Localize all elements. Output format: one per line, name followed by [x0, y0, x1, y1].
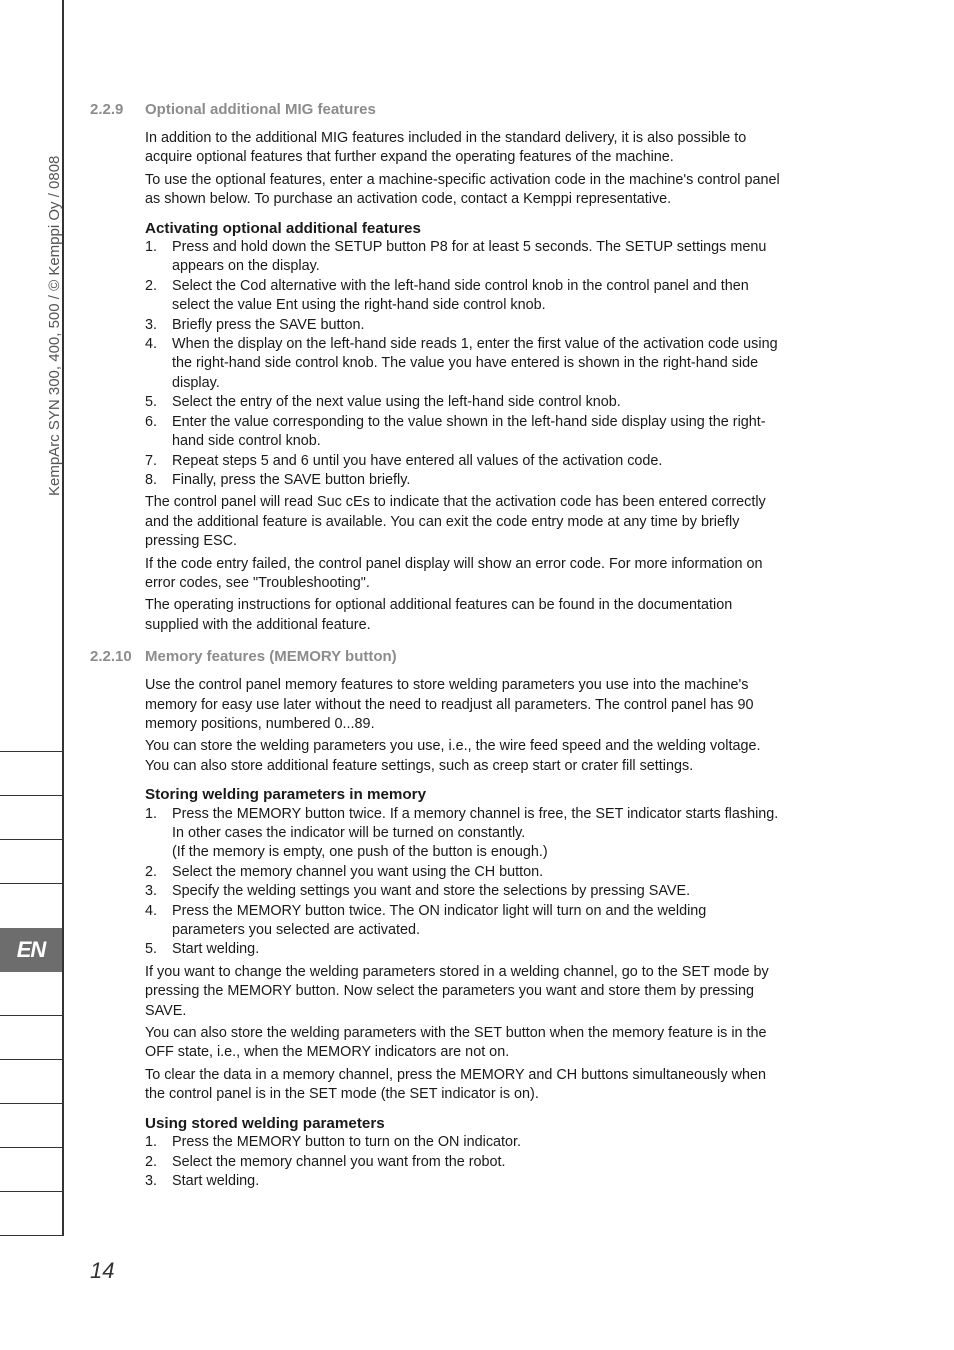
- section-heading-2-2-10: [90, 647, 780, 667]
- section-title: Memory features (MEMORY button): [145, 648, 397, 666]
- list-item: 2. Select the memory channel you want using the CH button.: [145, 863, 544, 880]
- tab-divider: [0, 1147, 63, 1148]
- paragraph: In addition to the additional MIG features included in the standard delivery, it is also possible to acquire optional features that further expand the operating features of the machine.: [145, 130, 747, 166]
- paragraph: To clear the data in a memory channel, press the MEMORY and CH buttons simultaneously when the control panel is in the SET mode (the SET indicator is on).: [145, 1066, 766, 1103]
- list-item: 8. Finally, press the SAVE button briefly.: [145, 471, 411, 488]
- paragraph: You can store the welding parameters you use, i.e., the wire feed speed and the welding voltage. You can also store additional feature settings, such as creep start or crater fill settings.: [145, 738, 761, 774]
- activation-steps: [145, 238, 780, 490]
- paragraph: Use the control panel memory features to store welding parameters you use into the machine's memory for easy use later without the need to readjust all parameters. The control panel has 90 memory positions, numbered 0...89.: [145, 677, 754, 732]
- paragraph: To use the optional features, enter a machine-specific activation code in the machine's control panel as shown below. To purchase an activation code, contact a Kemppi representative.: [145, 171, 780, 208]
- tab-divider: [0, 1103, 63, 1104]
- list-item: 3. Start welding.: [145, 1172, 260, 1189]
- subheading-activating: Activating optional additional features: [145, 219, 421, 237]
- using-steps: [145, 1133, 780, 1191]
- page-number: 14: [90, 1258, 115, 1283]
- section-number: 2.2.9: [90, 101, 124, 118]
- list-item: 5. Start welding.: [145, 941, 260, 958]
- list-item: 4. Press the MEMORY button twice. The ON indicator light will turn on and the welding parameters you selected are activated.: [145, 902, 707, 939]
- list-item: 2. Select the memory channel you want from the robot.: [145, 1153, 506, 1170]
- document-title-vertical: KempArc SYN 300, 400, 500 / © Kemppi Oy / 0808: [46, 155, 63, 496]
- tab-divider: [0, 1059, 63, 1060]
- paragraph: The operating instructions for optional additional features can be found in the documentation supplied with the additional feature.: [145, 597, 733, 633]
- list-item: 3. Briefly press the SAVE button.: [145, 316, 365, 333]
- paragraph: The control panel will read Suc cEs to indicate that the activation code has been entered correctly and the additional feature is available. You can exit the code entry mode at any time by briefly pressing ESC.: [145, 494, 766, 550]
- paragraph: If the code entry failed, the control panel display will show an error code. For more information on error codes, see "Troubleshooting".: [145, 555, 763, 591]
- list-item: 4. When the display on the left-hand side reads 1, enter the first value of the activation code using the right-hand side control knob. The value you have entered is shown in the right-hand side display.: [145, 336, 778, 391]
- list-item: 3. Specify the welding settings you want and store the selections by pressing SAVE.: [145, 883, 691, 900]
- subheading-storing: Storing welding parameters in memory: [145, 786, 427, 804]
- tab-divider: [0, 795, 63, 796]
- tab-divider: [0, 1015, 63, 1016]
- paragraph: If you want to change the welding parameters stored in a welding channel, go to the SET mode by pressing the MEMORY button. Now select the parameters you want and store them by pressing SAVE.: [145, 963, 769, 1019]
- tab-divider: [0, 883, 63, 884]
- section-body: [145, 676, 780, 1191]
- paragraph: You can also store the welding parameters with the SET button when the memory feature is in the OFF state, i.e., when the MEMORY indicators are not on.: [145, 1025, 767, 1061]
- list-item: 7. Repeat steps 5 and 6 until you have entered all values of the activation code.: [145, 452, 663, 469]
- subheading-using: Using stored welding parameters: [145, 1114, 385, 1132]
- list-item: 2. Select the Cod alternative with the left-hand side control knob in the control panel and then select the value Ent using the right-hand side control knob.: [145, 277, 749, 314]
- list-item: 1. Press and hold down the SETUP button P8 for at least 5 seconds. The SETUP settings menu appears on the display.: [145, 239, 767, 275]
- language-tab-en: EN: [0, 928, 62, 972]
- main-content: [90, 100, 780, 1194]
- storing-steps: [145, 805, 780, 960]
- section-number: 2.2.10: [90, 648, 132, 666]
- section-title: Optional additional MIG features: [145, 101, 376, 118]
- section-body: [145, 129, 780, 635]
- list-item: 5. Select the entry of the next value using the left-hand side control knob.: [145, 394, 621, 411]
- list-item: 6. Enter the value corresponding to the value shown in the left-hand side display using the right-hand side control knob.: [145, 413, 766, 450]
- tab-divider: [0, 839, 63, 840]
- list-item: 1. Press the MEMORY button to turn on the ON indicator.: [145, 1134, 522, 1151]
- tab-divider: [0, 751, 63, 752]
- list-item: 1. Press the MEMORY button twice. If a memory channel is free, the SET indicator starts flashing. In other cases the indicator will be turned on constantly. (If the memory is empty, one push of the button is enough.): [145, 805, 779, 861]
- tab-divider: [0, 1235, 63, 1236]
- section-heading-2-2-9: [90, 100, 780, 120]
- tab-divider: [0, 1191, 63, 1192]
